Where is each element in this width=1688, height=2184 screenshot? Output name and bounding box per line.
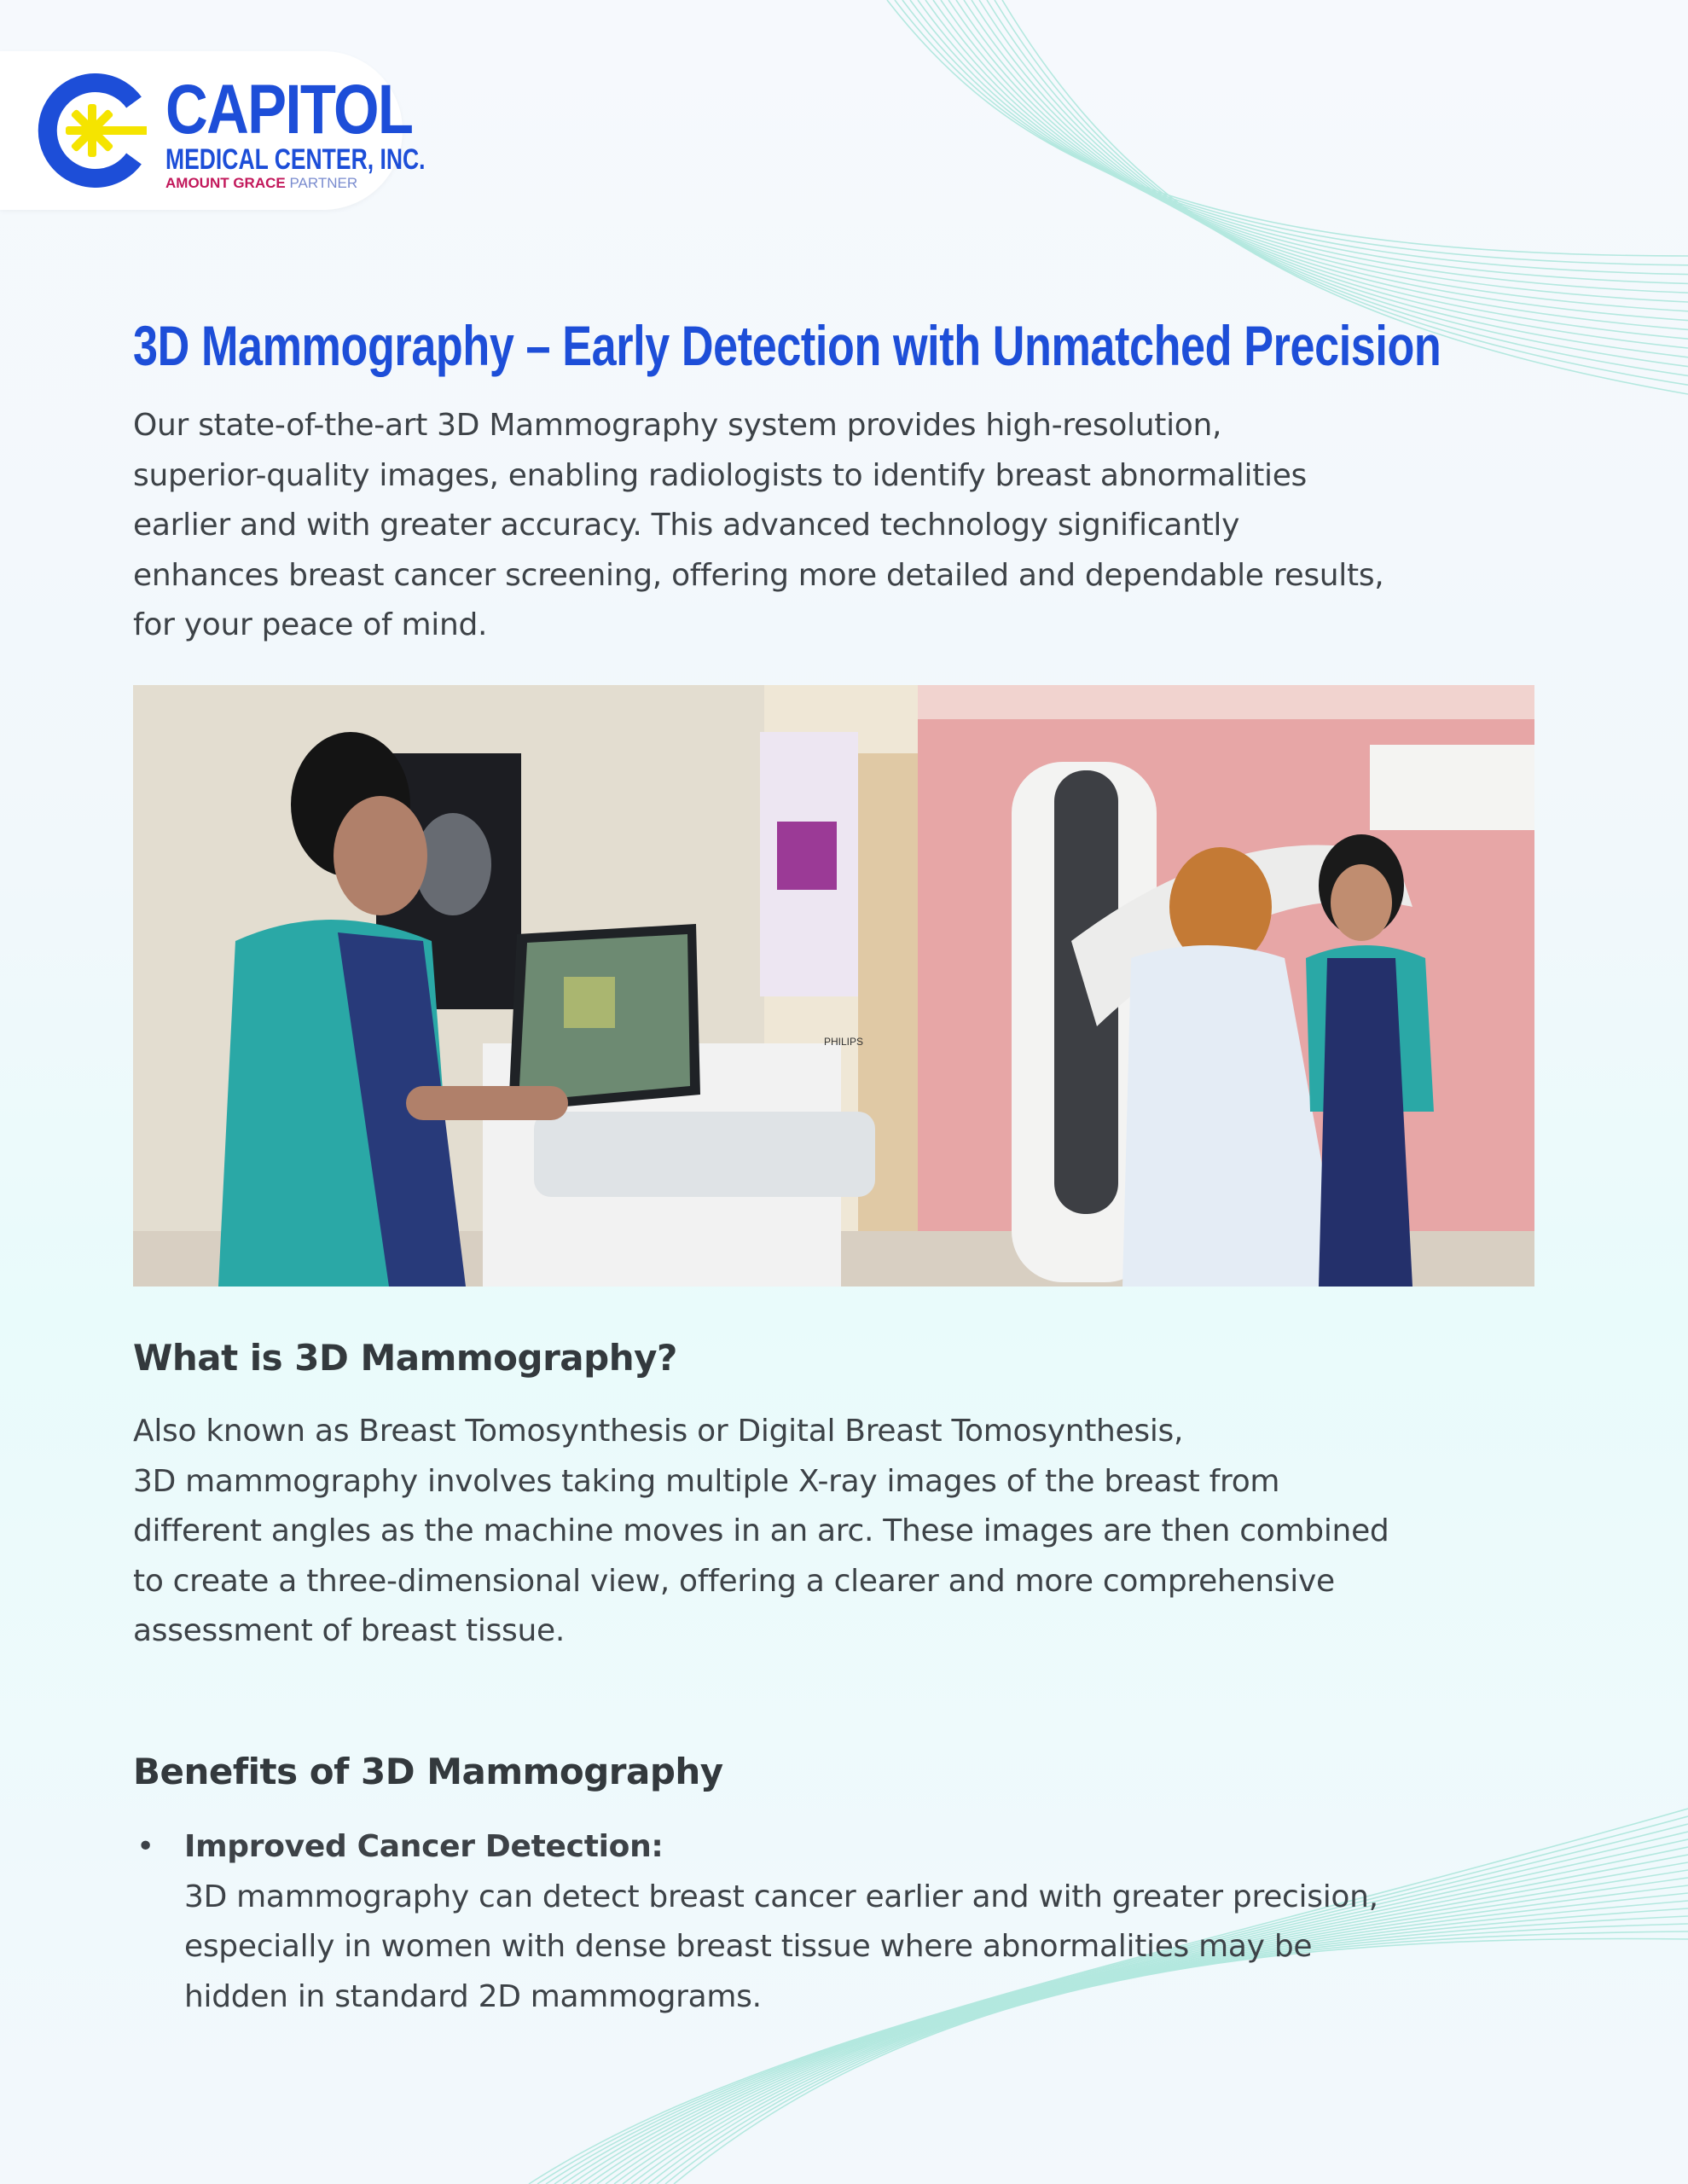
intro-line: earlier and with greater accuracy. This advanced technology significantly xyxy=(133,508,1240,543)
partner-name: MOUNT GRACE xyxy=(176,175,286,191)
what-line: 3D mammography involves taking multiple X-ray images of the breast from xyxy=(133,1463,1280,1499)
benefit-title: Improved Cancer Detection: xyxy=(184,1829,664,1864)
partner-prefix: A xyxy=(165,175,177,191)
what-heading: What is 3D Mammography? xyxy=(133,1337,677,1379)
intro-line: superior-quality images, enabling radiologists to identify breast abnormalities xyxy=(133,457,1308,493)
brand-name: CAPITOL xyxy=(165,71,413,148)
intro-line: Our state-of-the-art 3D Mammography system provides high-resolution, xyxy=(133,408,1222,443)
what-line: different angles as the machine moves in an arc. These images are then combined xyxy=(133,1513,1389,1548)
benefit-line: especially in women with dense breast tissue where abnormalities may be xyxy=(184,1929,1313,1964)
screen-brand-label: PHILIPS xyxy=(824,1036,864,1048)
intro-paragraph xyxy=(133,401,1532,651)
what-line: to create a three-dimensional view, offering a clearer and more comprehensive xyxy=(133,1563,1335,1599)
benefits-heading: Benefits of 3D Mammography xyxy=(133,1751,723,1792)
intro-line: enhances breast cancer screening, offering more detailed and dependable results, xyxy=(133,557,1384,593)
logo-card xyxy=(0,51,426,210)
what-line: Also known as Breast Tomosynthesis or Digital Breast Tomosynthesis, xyxy=(133,1414,1184,1449)
capitol-logo-icon xyxy=(38,73,152,188)
intro-line: for your peace of mind. xyxy=(133,607,488,642)
mammography-room-photo xyxy=(133,685,1534,1287)
what-line: assessment of breast tissue. xyxy=(133,1613,565,1648)
brand-subtitle: MEDICAL CENTER, INC. xyxy=(165,143,426,176)
bullet-icon: • xyxy=(136,1829,155,1864)
page-title: 3D Mammography – Early Detection with Unmatched Precision xyxy=(133,314,1441,377)
photo-mammography-room-icon xyxy=(133,685,1534,1287)
benefit-line: 3D mammography can detect breast cancer earlier and with greater precision, xyxy=(184,1879,1378,1914)
partner-suffix: PARTNER xyxy=(289,175,358,191)
brand-partner xyxy=(165,176,357,191)
benefit-text xyxy=(184,1873,1540,2023)
what-paragraph xyxy=(133,1407,1532,1657)
benefit-line: hidden in standard 2D mammograms. xyxy=(184,1978,762,2014)
